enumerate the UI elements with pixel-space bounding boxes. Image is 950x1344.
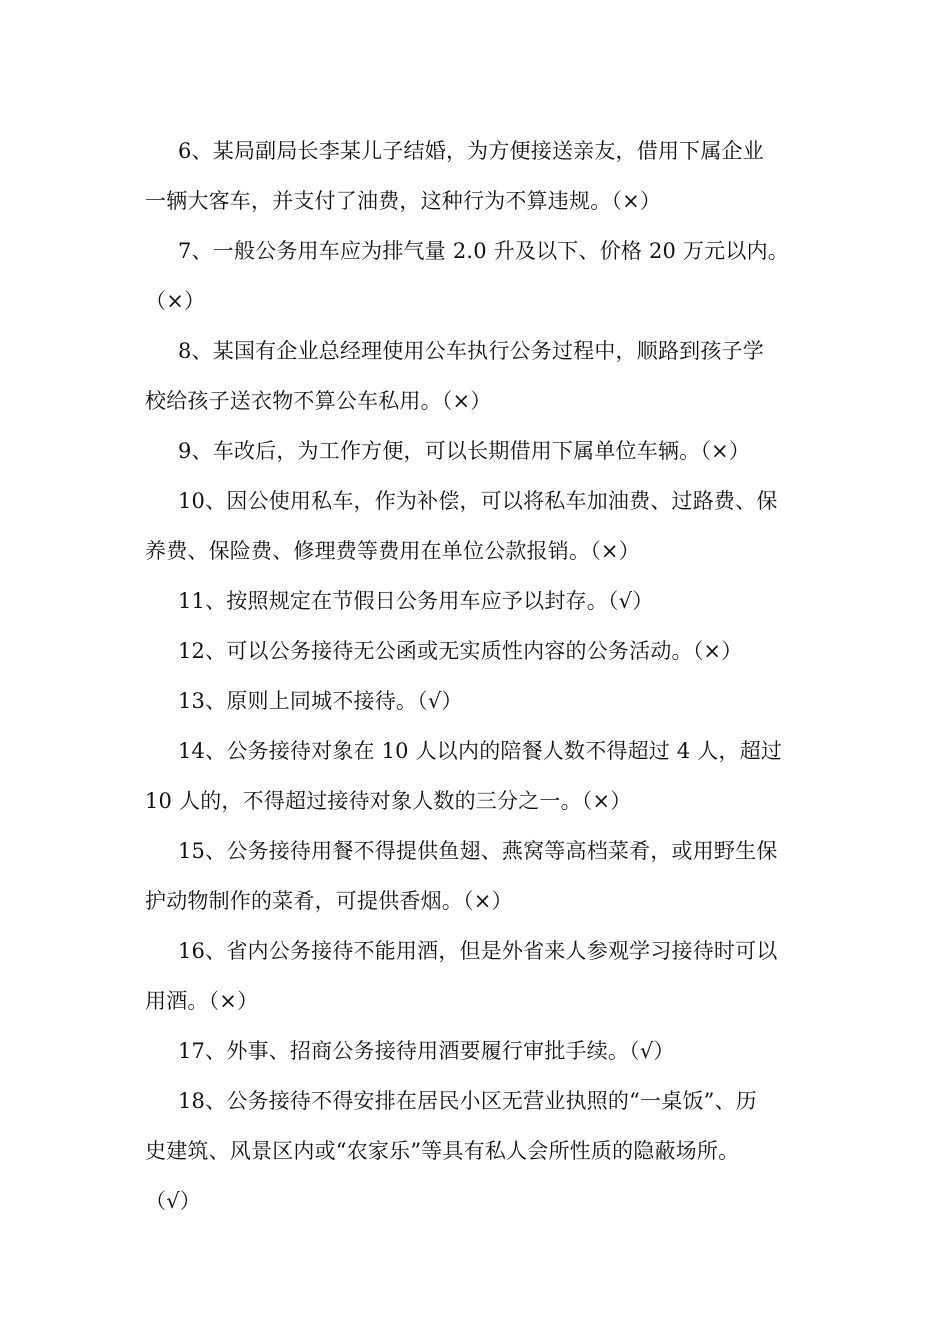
question-text-line: 18、公务接待不得安排在居民小区无营业执照的“一桌饭”、历: [178, 1089, 757, 1113]
question-text-continuation: 校给孩子送衣物不算公车私用。（×）: [145, 389, 492, 413]
question-text-continuation: 史建筑、风景区内或“农家乐”等具有私人会所性质的隐蔽场所。: [145, 1139, 740, 1163]
question-text-continuation: （√）: [145, 1189, 201, 1213]
question-text-continuation: 护动物制作的菜肴，可提供香烟。（×）: [145, 889, 513, 913]
question-text-line: 12、可以公务接待无公函或无实质性内容的公务活动。（×）: [178, 639, 743, 663]
question-item: [145, 226, 810, 326]
question-item: [145, 126, 810, 226]
question-item: [145, 1076, 810, 1226]
question-item: [145, 726, 810, 826]
question-text-line: 16、省内公务接待不能用酒，但是外省来人参观学习接待时可以: [178, 939, 778, 963]
question-item: [145, 826, 810, 926]
question-text-continuation: （×）: [145, 289, 206, 313]
question-text-line: 9、车改后，为工作方便，可以长期借用下属单位车辆。（×）: [178, 439, 751, 463]
question-text-line: 13、原则上同城不接待。（√）: [178, 689, 463, 713]
question-item: [145, 1026, 810, 1076]
question-text-continuation: 一辆大客车，并支付了油费，这种行为不算违规。（×）: [145, 189, 662, 213]
question-item: [145, 576, 810, 626]
question-text-line: 8、某国有企业总经理使用公车执行公务过程中，顺路到孩子学: [178, 339, 764, 363]
question-text-line: 10、因公使用私车，作为补偿，可以将私车加油费、过路费、保: [178, 489, 778, 513]
question-text-continuation: 用酒。（×）: [145, 989, 259, 1013]
question-text-line: 14、公务接待对象在 10 人以内的陪餐人数不得超过 4 人，超过: [178, 739, 783, 763]
question-item: [145, 926, 810, 1026]
question-item: [145, 426, 810, 476]
question-item: [145, 676, 810, 726]
question-item: [145, 326, 810, 426]
question-text-line: 6、某局副局长李某儿子结婚，为方便接送亲友，借用下属企业: [178, 139, 764, 163]
question-list: [145, 126, 810, 1226]
question-text-continuation: 10 人的，不得超过接待对象人数的三分之一。（×）: [145, 789, 632, 813]
question-item: [145, 476, 810, 576]
question-text-line: 17、外事、招商公务接待用酒要履行审批手续。（√）: [178, 1039, 675, 1063]
question-text-line: 15、公务接待用餐不得提供鱼翅、燕窝等高档菜肴，或用野生保: [178, 839, 778, 863]
question-text-line: 11、按照规定在节假日公务用车应予以封存。（√）: [178, 589, 654, 613]
question-item: [145, 626, 810, 676]
question-text-continuation: 养费、保险费、修理费等费用在单位公款报销。（×）: [145, 539, 640, 563]
question-text-line: 7、一般公务用车应为排气量 2.0 升及以下、价格 20 万元以内。: [178, 239, 789, 263]
